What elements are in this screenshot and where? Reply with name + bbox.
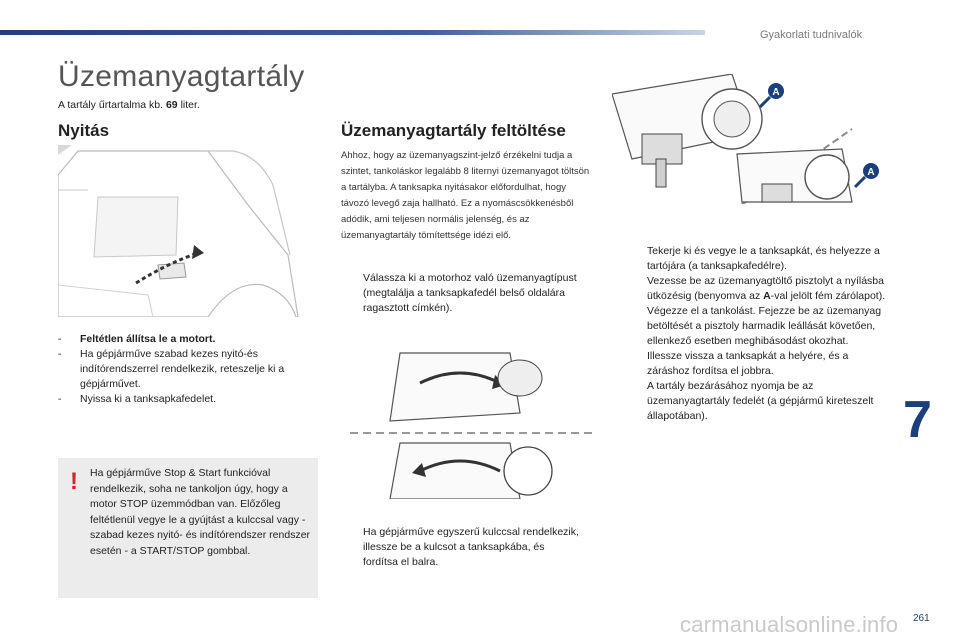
chapter-number: 7 [903, 391, 932, 449]
fuel-type-instruction: Válassza ki a motorhoz való üzemanyagtípust (megtalálja a tanksapkafedél belső oldalára ragasztott címkén). [363, 272, 577, 314]
fuel-cap-opening-diagram [350, 343, 595, 499]
filling-intro: Ahhoz, hogy az üzemanyagszint-jelző érzékelni tudja a szintet, tankoláskor legalább 8 liternyi üzemanyagot töltsön a tartályba. A tanksapka nyitásakor előfordulhat, hogy távozó levegő zaja hallható. Ez a nyomáscsökkenésből adódik, ami teljesen normális jelenség, és az üzemanyagtartály tömítettsége idézi elő. [341, 150, 590, 241]
list-item: A tartály bezárásához nyomja be az üzemanyagtartály fedelét (a gépjármű kireteszelt állapotában). [647, 380, 874, 422]
callout-a-label: A [772, 87, 780, 98]
header-bar [0, 30, 705, 35]
fuel-filler-diagram [612, 74, 887, 204]
page-title: Üzemanyagtartály [58, 60, 305, 93]
van-fuel-flap-illustration [58, 145, 316, 317]
opening-steps [58, 332, 320, 407]
list-item: Tekerje ki és vegye le a tanksapkát, és helyezze a tartójára (a tanksapkafedélre). [647, 245, 880, 272]
section-label: Gyakorlati tudnivalók [760, 29, 863, 41]
opening-heading: Nyitás [58, 121, 110, 140]
key-instruction: Ha gépjárműve egyszerű kulccsal rendelkezik, illessze be a kulcsot a tanksapkába, és fordítsa el balra. [363, 526, 579, 568]
list-item: - Feltétlen állítsa le a motort. [58, 333, 216, 345]
page-number: 261 [913, 613, 930, 624]
list-item: Végezze el a tankolást. Fejezze be az üzemanyag betöltését a pisztoly harmadik leállását követően, ellenkező esetben meghibásodást okozhat. [647, 305, 882, 347]
watermark: carmanualsonline.info [680, 612, 899, 637]
refuel-steps [625, 244, 887, 424]
list-item: - Ha gépjárműve szabad kezes nyitó-és indítórendszerrel rendelkezik, reteszelje ki a gépjárművet. [58, 348, 285, 390]
warning-icon: ! [70, 468, 78, 495]
list-item: - Nyissa ki a tanksapkafedelet. [58, 393, 216, 405]
list-item: Illessze vissza a tanksapkát a helyére, és a záráshoz fordítsa el jobbra. [647, 350, 849, 377]
capacity-line: A tartály űrtartalma kb. 69 liter. [58, 99, 200, 111]
filling-heading: Üzemanyagtartály feltöltése [341, 121, 566, 140]
warning-text: Ha gépjárműve Stop & Start funkcióval rendelkezik, soha ne tankoljon úgy, hogy a motor STOP üzemmódban van. Előzőleg feltétlenül vegye le a gyújtást a kulccsal vagy - szabad kezes nyitó- és indítórendszer rendszer esetén - a START/STOP gombbal. [90, 467, 311, 557]
capacity-value: 69 [165, 99, 178, 111]
callout-a-label: A [867, 167, 875, 178]
list-item: Vezesse be az üzemanyagtöltő pisztolyt a nyílásba ütközésig (benyomva az A-val jelölt fém zárólapot). [647, 275, 886, 302]
